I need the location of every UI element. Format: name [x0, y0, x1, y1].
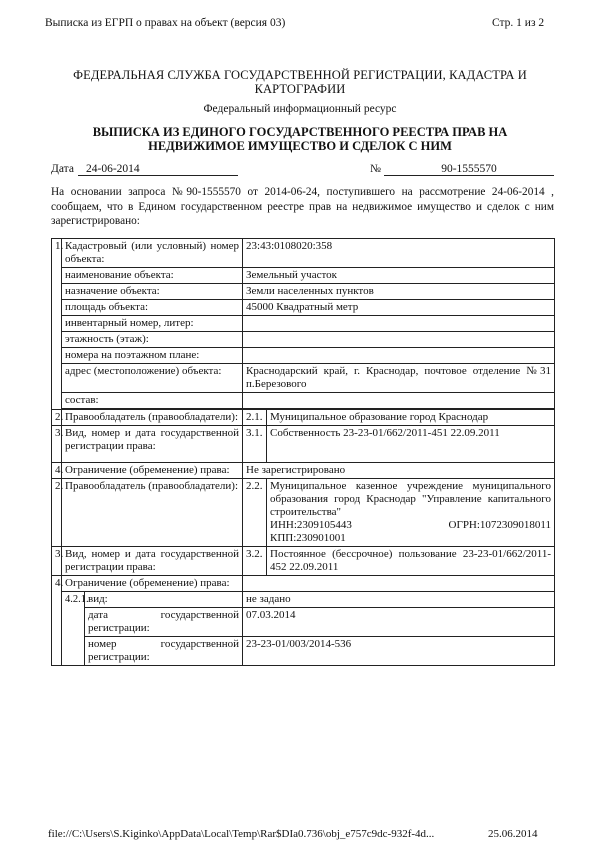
footer-file-path: file://C:\Users\S.Kiginko\AppData\Local\Temp\Rar$DIa0.736\obj_e757c9dc-932f-4d... — [48, 828, 435, 840]
area-value: 45000 Квадратный метр — [243, 300, 555, 316]
purpose-value: Земли населенных пунктов — [243, 284, 555, 300]
table-row — [52, 284, 555, 300]
object-name-label: наименование объекта: — [62, 268, 243, 284]
area-label: площадь объекта: — [62, 300, 243, 316]
purpose-label: назначение объекта: — [62, 284, 243, 300]
encumbrance-2-sub-number: 4.2.1. — [62, 592, 85, 666]
table-row — [52, 364, 555, 393]
holder-2-ogrn: ОГРН:1072309018011 — [448, 519, 552, 531]
table-row — [52, 592, 555, 608]
section-4-number: 4. — [52, 463, 62, 479]
section-1-number: 1. — [52, 239, 62, 410]
holder-2-number: 2.2. — [243, 479, 267, 547]
footer-date: 25.06.2014 — [488, 828, 538, 840]
floors-value — [243, 332, 555, 348]
section-2-number: 2. — [52, 410, 62, 426]
right-1-number: 3.1. — [243, 426, 267, 463]
composition-value — [243, 393, 555, 409]
right-type-label: Вид, номер и дата государственной регистрации права: — [62, 426, 243, 463]
table-row — [52, 608, 555, 637]
section-4b-number: 4. — [52, 576, 62, 666]
agency-title-line1: ФЕДЕРАЛЬНАЯ СЛУЖБА ГОСУДАРСТВЕННОЙ РЕГИСТРАЦИИ, КАДАСТРА И — [73, 68, 527, 82]
encumbrance-value: Не зарегистрировано — [243, 463, 555, 479]
page-counter: Стр. 1 из 2 — [492, 17, 545, 29]
table-row — [52, 463, 555, 479]
table-row — [52, 479, 555, 547]
table-row — [52, 332, 555, 348]
floor-plan-value — [243, 348, 555, 364]
date-value-text: 24-06-2014 — [86, 163, 140, 175]
composition-label: состав: — [62, 393, 243, 409]
holder-1-value: Муниципальное образование город Краснодар — [267, 410, 555, 426]
floor-plan-label: номера на поэтажном плане: — [62, 348, 243, 364]
table-row — [52, 268, 555, 284]
table-row — [52, 547, 555, 576]
table-row — [52, 316, 555, 332]
right-2-value: Постоянное (бессрочное) пользование 23-23-01/662/2011-452 22.09.2011 — [267, 547, 555, 576]
table-row — [52, 300, 555, 316]
encumbrance-date-value: 07.03.2014 — [243, 608, 555, 637]
encumbrance-2-empty — [243, 576, 555, 592]
table-row — [52, 410, 555, 426]
floors-label: этажность (этаж): — [62, 332, 243, 348]
holder-2-kpp: КПП:230901001 — [270, 532, 346, 544]
date-label: Дата — [51, 163, 74, 175]
inventory-label: инвентарный номер, литер: — [62, 316, 243, 332]
cadastral-label: Кадастровый (или условный) номер объекта: — [62, 239, 243, 268]
section-3b-number: 3. — [52, 547, 62, 576]
document-title-line2: НЕДВИЖИМОЕ ИМУЩЕСТВО И СДЕЛОК С НИМ — [148, 139, 452, 153]
intro-paragraph: На основании запроса №90-1555570 от 2014-06-24, поступившего на рассмотрение 24-06-2014 , сообщаем, что в Едином государственном реестре прав на недвижимое имущество и сделок с ним зарегистрировано: — [51, 186, 554, 227]
holder-2-name: Муниципальное казенное учреждение муниципального образования город Краснодар "Управление капитального строительства" — [270, 480, 552, 518]
table-row — [52, 426, 555, 463]
encumbrance-regnum-label: номер государственной регистрации: — [85, 637, 243, 666]
right-2-label: Вид, номер и дата государственной регистрации права: — [62, 547, 243, 576]
section-3-number: 3. — [52, 426, 62, 463]
section-2b-number: 2. — [52, 479, 62, 547]
cadastral-value: 23:43:0108020:358 — [243, 239, 555, 268]
agency-title-line2: КАРТОГРАФИИ — [254, 82, 346, 96]
table-row — [52, 239, 555, 268]
number-label: № — [370, 163, 381, 175]
date-value — [78, 163, 238, 176]
right-2-number: 3.2. — [243, 547, 267, 576]
table-row — [52, 637, 555, 666]
holder-label: Правообладатель (правообладатели): — [62, 410, 243, 426]
inventory-value — [243, 316, 555, 332]
holder-2-value — [267, 479, 555, 547]
right-1-value: Собственность 23-23-01/662/2011-451 22.09.2011 — [267, 426, 555, 463]
holder-2-ids — [270, 519, 551, 532]
encumbrance-date-label: дата государственной регистрации: — [85, 608, 243, 637]
number-value-text: 90-1555570 — [441, 163, 497, 175]
page-header-title: Выписка из ЕГРП о правах на объект (версия 03) — [45, 17, 286, 29]
resource-title: Федеральный информационный ресурс — [203, 103, 397, 115]
register-table — [51, 238, 555, 666]
table-row — [52, 393, 555, 409]
address-label: адрес (местоположение) объекта: — [62, 364, 243, 393]
encumbrance-2-label: Ограничение (обременение) права: — [62, 576, 243, 592]
encumbrance-regnum-value: 23-23-01/003/2014-536 — [243, 637, 555, 666]
holder-2-label: Правообладатель (правообладатели): — [62, 479, 243, 547]
table-row — [52, 576, 555, 592]
encumbrance-kind-label: вид: — [85, 592, 243, 608]
encumbrance-kind-value: не задано — [243, 592, 555, 608]
table-row — [52, 348, 555, 364]
document-title-line1: ВЫПИСКА ИЗ ЕДИНОГО ГОСУДАРСТВЕННОГО РЕЕСТРА ПРАВ НА — [92, 125, 508, 139]
encumbrance-label: Ограничение (обременение) права: — [62, 463, 243, 479]
address-value: Краснодарский край, г. Краснодар, почтовое отделение №31 п.Березового — [243, 364, 555, 393]
holder-1-number: 2.1. — [243, 410, 267, 426]
holder-2-inn: ИНН:2309105443 — [270, 519, 352, 531]
number-value — [384, 163, 554, 176]
object-name-value: Земельный участок — [243, 268, 555, 284]
